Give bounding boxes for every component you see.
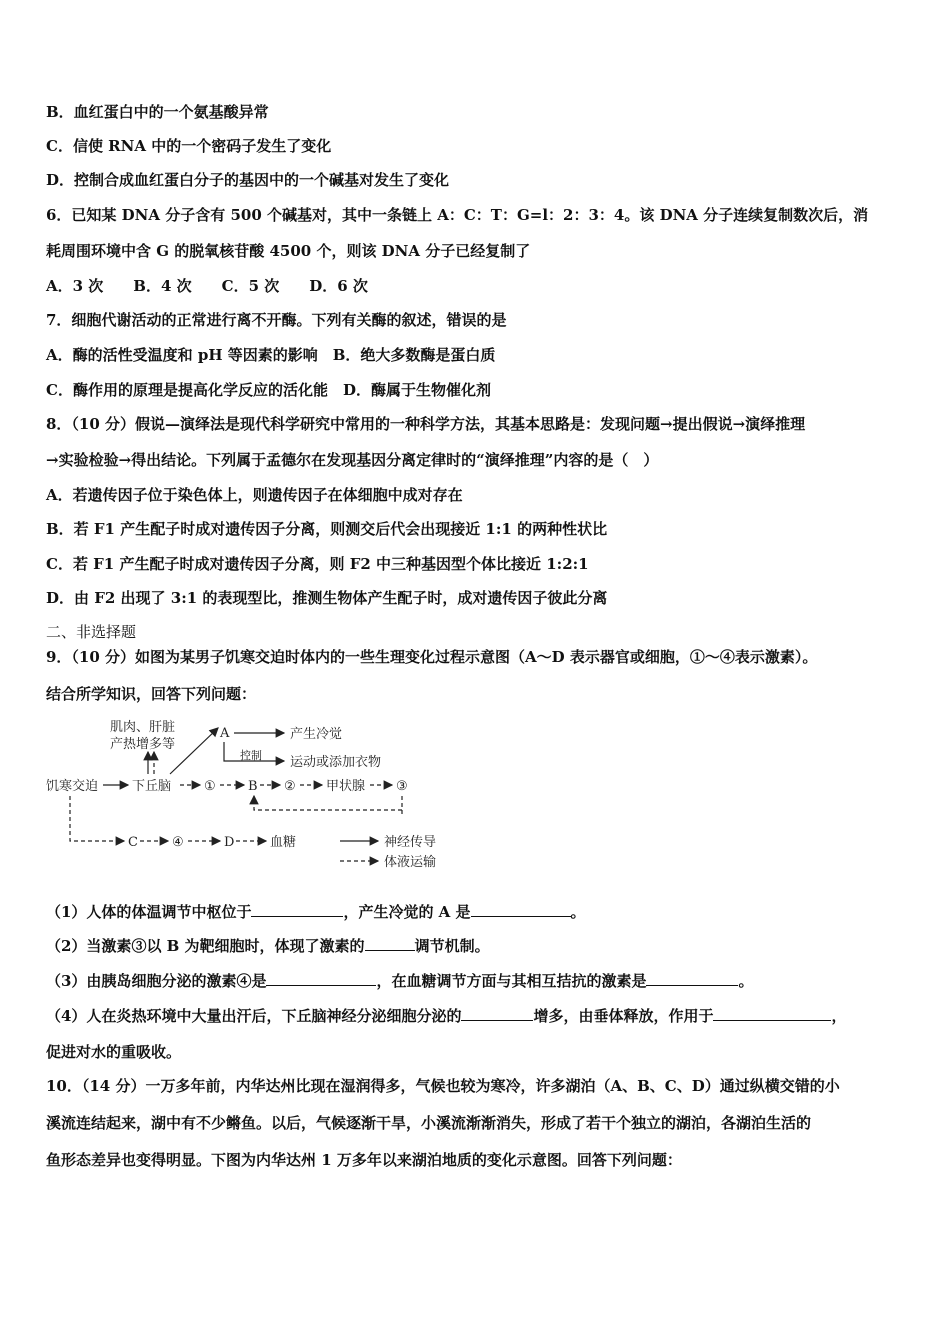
legend-nerve-label: 神经传导 [384,835,437,850]
q9-sub1: （1）人体的体温调节中枢位于 ，产生冷觉的 A 是 。 [46,903,586,921]
start-label: 饥寒交迫 [46,779,99,794]
q8-option-b: B．若 F1 产生配子时成对遗传因子分离，则测交后代会出现接近 1:1 的两种性状比 [46,520,608,538]
q8-option-c: C．若 F1 产生配子时成对遗传因子分离，则 F2 中三种基因型个体比接近 1:2:1 [46,555,589,573]
q8-option-a: A．若遗传因子位于染色体上，则遗传因子在体细胞中成对存在 [46,486,463,504]
node-d: D [224,835,235,850]
muscle-liver-label: 肌肉、肝脏 [110,720,176,735]
q9-stem-line2: 结合所学知识，回答下列问题： [46,685,257,703]
q8-stem-line2: →实验检验→得出结论。下列属于孟德尔在发现基因分离定律时的“演绎推理”内容的是（ ） [46,451,659,469]
q9-sub2: （2）当激素③以 B 为靶细胞时，体现了激素的 调节机制。 [46,937,490,955]
legend-fluid-label: 体液运输 [384,855,437,870]
q9-sub3: （3）由胰岛细胞分泌的激素④是 ，在血糖调节方面与其相互拮抗的激素是 。 [46,972,754,990]
blank-2[interactable] [365,935,415,951]
thyroid-label: 甲状腺 [326,779,366,794]
q8-stem-line1: 8．（10 分）假说—演绎法是现代科学研究中常用的一种科学方法，其基本思路是：发现问题→提出假说→演绎推理 [46,415,806,433]
blood-sugar-label: 血糖 [270,835,297,850]
q9-stem-line1: 9．（10 分）如图为某男子饥寒交迫时体内的一些生理变化过程示意图（A～D 表示器官或细胞，①～④表示激素）。 [46,648,818,666]
q10-stem-line2: 溪流连结起来，湖中有不少鳉鱼。以后，气候逐渐干旱，小溪流渐渐消失，形成了若干个独立的湖泊，各湖泊生活的 [46,1114,812,1132]
q5-option-b: B．血红蛋白中的一个氨基酸异常 [46,103,269,121]
section-heading: 二、非选择题 [46,623,137,641]
motion-label: 运动或添加衣物 [290,755,382,770]
q7-options-ab: A．酶的活性受温度和 pH 等因素的影响 B．绝大多数酶是蛋白质 [46,346,496,364]
heat-production-label: 产热增多等 [110,737,176,752]
q8-option-d: D．由 F2 出现了 3:1 的表现型比，推测生物体产生配子时，成对遗传因子彼此分离 [46,589,608,607]
node-b: B [248,779,258,794]
q7-options-cd: C．酶作用的原理是提高化学反应的活化能 D．酶属于生物催化剂 [46,381,491,399]
blank-3b[interactable] [646,970,738,986]
node-a: A [220,726,230,741]
dashed-feedback-b [254,796,402,810]
control-label: 控制 [240,749,262,762]
blank-1b[interactable] [471,901,571,917]
q5-option-c: C．信使 RNA 中的一个密码子发生了变化 [46,137,332,155]
q7-stem: 7．细胞代谢活动的正常进行离不开酶。下列有关酶的叙述，错误的是 [46,311,507,329]
q10-stem-line1: 10．（14 分）一万多年前，内华达州比现在湿润得多，气候也较为寒冷，许多湖泊（A、B、C、D）通过纵横交错的小 [46,1077,840,1095]
hypothalamus-label: 下丘脑 [132,779,172,794]
q10-stem-line3: 鱼形态差异也变得明显。下图为内华达州 1 万多年以来湖泊地质的变化示意图。回答下列问题： [46,1151,682,1169]
cold-sensation-label: 产生冷觉 [290,727,343,742]
dashed-start-c [70,796,124,841]
blank-4a[interactable] [461,1005,533,1021]
node-c: C [128,835,138,850]
hormone-2: ② [284,779,296,794]
q5-option-d: D．控制合成血红蛋白分子的基因中的一个碱基对发生了变化 [46,171,450,189]
q9-sub4-cont: 促进对水的重吸收。 [46,1043,182,1061]
hormone-4: ④ [172,835,184,850]
blank-4b[interactable] [713,1005,831,1021]
q6-options: A．3 次 B．4 次 C．5 次 D．6 次 [46,277,368,295]
arrow-hypothalamus-a [170,728,218,774]
regulation-diagram [44,714,437,874]
hormone-1: ① [204,779,216,794]
blank-3a[interactable] [266,970,376,986]
hormone-3: ③ [396,779,408,794]
q6-stem-line2: 耗周围环境中含 G 的脱氧核苷酸 4500 个，则该 DNA 分子已经复制了 [46,242,531,260]
q6-stem-line1: 6．已知某 DNA 分子含有 500 个碱基对，其中一条链上 A：C：T：G=l：2：3：4。该 DNA 分子连续复制数次后，消 [46,206,869,224]
blank-1a[interactable] [251,901,343,917]
q9-sub4: （4）人在炎热环境中大量出汗后，下丘脑神经分泌细胞分泌的 增多，由垂体释放，作用于 ， [46,1007,847,1025]
